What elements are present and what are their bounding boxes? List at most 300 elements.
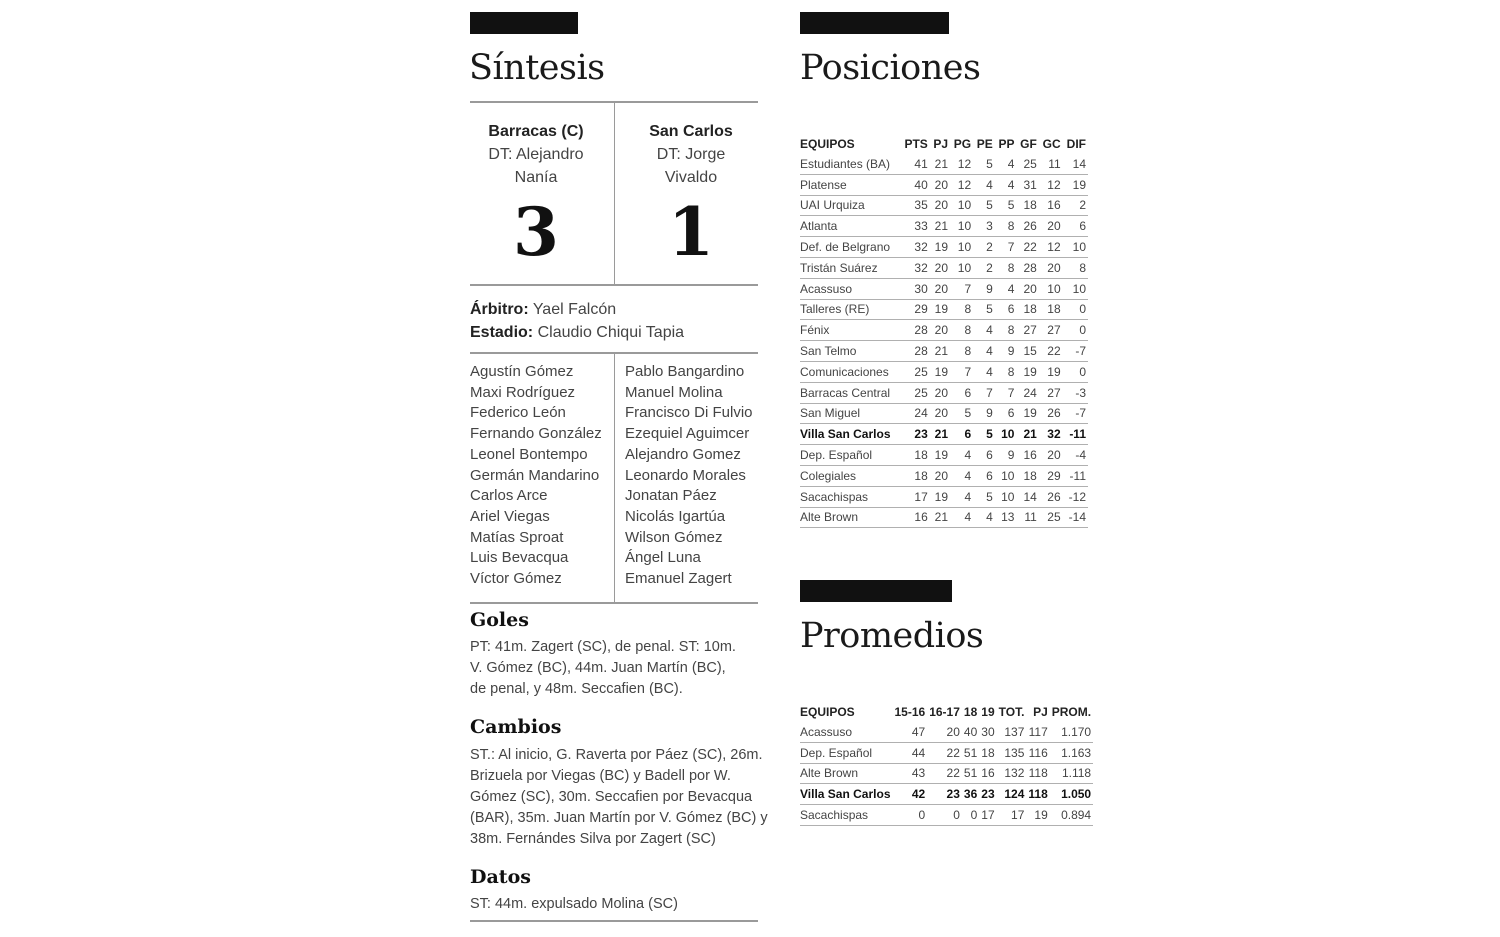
table-cell: Dep. Español xyxy=(800,448,873,463)
table-cell: 5 xyxy=(986,427,993,442)
table-cell: 5 xyxy=(964,406,972,421)
table-cell: 19 xyxy=(1047,364,1061,379)
table-cell: 4 xyxy=(964,510,972,525)
table-cell: 19 xyxy=(1034,808,1048,823)
table-cell: 18 xyxy=(1023,198,1037,213)
table-cell: -14 xyxy=(1068,510,1086,525)
table-row xyxy=(800,216,1088,237)
column-header: 19 xyxy=(981,705,995,719)
table-cell: 19 xyxy=(1023,364,1037,379)
table-cell: 30 xyxy=(981,724,995,739)
section-bar-posiciones xyxy=(800,12,949,34)
table-cell: 23 xyxy=(946,787,960,802)
table-row xyxy=(800,320,1088,341)
table-cell: 15 xyxy=(1023,344,1037,359)
player-name: Nicolás Igartúa xyxy=(625,507,726,525)
player-name: Leonardo Morales xyxy=(625,466,746,484)
table-cell: 19 xyxy=(934,489,949,504)
table-cell: 8 xyxy=(1079,260,1086,275)
table-cell: 5 xyxy=(986,198,993,213)
table-cell: 1.050 xyxy=(1061,787,1092,802)
goles-text xyxy=(470,637,736,700)
player-name: Fernando González xyxy=(470,425,602,443)
table-row xyxy=(800,174,1088,195)
section-bar-sintesis xyxy=(470,12,578,34)
table-cell: 9 xyxy=(986,281,993,296)
table-row xyxy=(800,465,1088,486)
column-header: PTS xyxy=(904,137,928,151)
column-header: 15-16 xyxy=(894,705,926,719)
table-cell: Villa San Carlos xyxy=(800,427,891,442)
table-cell: Acassuso xyxy=(800,724,853,739)
table-cell: 0 xyxy=(1079,323,1086,338)
away-coach-line2: Vivaldo xyxy=(664,169,718,186)
divider xyxy=(470,920,758,922)
column-header: PROM. xyxy=(1051,705,1092,719)
table-cell: 32 xyxy=(914,240,928,255)
column-header: PG xyxy=(953,137,972,151)
standings-header-row xyxy=(800,134,1088,154)
table-cell: 41 xyxy=(914,156,928,171)
table-cell: -11 xyxy=(1069,468,1086,483)
divider xyxy=(470,602,758,604)
table-cell: 23 xyxy=(914,427,928,442)
table-cell: 4 xyxy=(986,364,993,379)
table-row xyxy=(800,507,1088,528)
player-name: Luis Bevacqua xyxy=(470,549,569,567)
player-name: Agustín Gómez xyxy=(470,363,574,380)
table-cell: 8 xyxy=(1007,364,1015,379)
table-cell: 25 xyxy=(914,385,928,400)
table-cell: 18 xyxy=(1023,302,1037,317)
table-cell: 20 xyxy=(946,724,960,739)
table-cell: Def. de Belgrano xyxy=(800,240,891,255)
table-cell: 6 xyxy=(1079,219,1086,234)
column-header: EQUIPOS xyxy=(800,137,855,151)
player-name: Germán Mandarino xyxy=(470,466,600,484)
table-cell: 31 xyxy=(1023,177,1037,192)
table-cell: 8 xyxy=(964,323,972,338)
player-name: Ariel Viegas xyxy=(470,507,550,525)
table-cell: 4 xyxy=(964,468,972,483)
table-cell: 20 xyxy=(934,198,949,213)
table-cell: 4 xyxy=(986,323,993,338)
home-coach xyxy=(464,143,608,189)
column-header: 16-17 xyxy=(929,705,960,719)
table-row xyxy=(800,257,1088,278)
table-cell: 22 xyxy=(1023,240,1037,255)
text-line: ST.: Al inicio, G. Raverta por Páez (SC), 26m. xyxy=(470,747,763,763)
table-cell: 44 xyxy=(911,745,926,760)
referee-label: Árbitro: xyxy=(470,301,529,318)
table-cell: 1.170 xyxy=(1061,724,1092,739)
table-cell: 4 xyxy=(1007,177,1015,192)
table-cell: 21 xyxy=(934,510,949,525)
table-cell: 0 xyxy=(970,808,978,823)
table-cell: San Miguel xyxy=(800,406,861,421)
table-cell: 28 xyxy=(1023,260,1037,275)
datos-heading: Datos xyxy=(470,866,531,888)
table-cell: 14 xyxy=(1072,156,1086,171)
table-row xyxy=(800,382,1088,403)
table-cell: 0 xyxy=(1079,302,1086,317)
table-cell: 137 xyxy=(1004,724,1025,739)
table-cell: 7 xyxy=(964,281,972,296)
table-cell: 4 xyxy=(1007,156,1015,171)
table-cell: 51 xyxy=(963,745,978,760)
away-coach xyxy=(619,143,763,189)
table-cell: 1.118 xyxy=(1061,766,1092,781)
table-cell: Fénix xyxy=(800,323,830,338)
player-name: Alejandro Gomez xyxy=(625,445,741,463)
player-name: Wilson Gómez xyxy=(625,528,723,546)
divider xyxy=(470,284,758,286)
player-name: Maxi Rodríguez xyxy=(470,383,576,401)
table-cell: 117 xyxy=(1028,724,1048,739)
table-cell: 2 xyxy=(986,240,993,255)
table-cell: 21 xyxy=(934,219,949,234)
table-cell: 25 xyxy=(1023,156,1037,171)
table-cell: 26 xyxy=(1023,219,1037,234)
table-cell: 28 xyxy=(914,344,928,359)
cambios-heading: Cambios xyxy=(470,716,562,738)
table-cell: Estudiantes (BA) xyxy=(800,156,891,171)
table-cell: 6 xyxy=(1007,406,1015,421)
table-cell: 7 xyxy=(986,385,993,400)
standings-table xyxy=(800,134,1088,528)
table-row xyxy=(800,486,1088,507)
column-header: 18 xyxy=(963,705,978,719)
table-cell: 28 xyxy=(914,323,928,338)
table-cell: 51 xyxy=(963,766,978,781)
table-cell: 135 xyxy=(1004,745,1025,760)
table-cell: 8 xyxy=(964,344,972,359)
player-name: Leonel Bontempo xyxy=(470,445,588,463)
away-score: 1 xyxy=(668,193,714,271)
posiciones-title: Posiciones xyxy=(800,48,981,88)
column-header: GF xyxy=(1020,137,1037,151)
table-cell: 24 xyxy=(1023,385,1037,400)
table-cell: 20 xyxy=(1047,219,1061,234)
table-cell: 30 xyxy=(914,281,928,296)
table-cell: 43 xyxy=(911,766,926,781)
table-cell: 12 xyxy=(957,156,972,171)
table-cell: 14 xyxy=(1023,489,1037,504)
table-cell: 20 xyxy=(1047,260,1061,275)
table-row xyxy=(800,237,1088,258)
table-cell: San Telmo xyxy=(800,344,857,359)
table-cell: 32 xyxy=(914,260,928,275)
table-cell: 4 xyxy=(964,448,972,463)
player-name: Federico León xyxy=(470,404,566,422)
table-cell: 10 xyxy=(957,198,972,213)
column-divider xyxy=(614,103,615,284)
table-cell: 4 xyxy=(986,177,993,192)
table-cell: 18 xyxy=(1047,302,1061,317)
table-cell: 22 xyxy=(946,745,960,760)
column-header: GC xyxy=(1042,137,1061,151)
table-cell: 8 xyxy=(964,302,972,317)
table-cell: 10 xyxy=(1047,281,1061,296)
table-cell: 22 xyxy=(946,766,960,781)
table-cell: 26 xyxy=(1047,406,1061,421)
table-cell: 20 xyxy=(934,323,949,338)
table-row xyxy=(800,403,1088,424)
player-name: Francisco Di Fulvio xyxy=(625,404,753,422)
home-score: 3 xyxy=(513,193,559,271)
table-cell: 17 xyxy=(1011,808,1025,823)
player-name: Carlos Arce xyxy=(470,487,548,505)
stadium-label: Estadio: xyxy=(470,324,534,341)
table-cell: 16 xyxy=(1023,448,1037,463)
table-cell: 17 xyxy=(914,489,928,504)
table-cell: -7 xyxy=(1075,406,1086,421)
table-cell: -7 xyxy=(1075,344,1086,359)
table-cell: 4 xyxy=(986,510,993,525)
table-cell: 8 xyxy=(1007,323,1015,338)
table-cell: Sacachispas xyxy=(800,808,869,823)
datos-text xyxy=(470,894,678,915)
table-cell: 0 xyxy=(1079,364,1086,379)
column-header: DIF xyxy=(1066,137,1086,151)
table-cell: 19 xyxy=(934,364,949,379)
table-cell: 2 xyxy=(1079,198,1086,213)
table-cell: 17 xyxy=(981,808,995,823)
table-cell: 6 xyxy=(986,468,993,483)
table-cell: 16 xyxy=(914,510,928,525)
table-cell: 19 xyxy=(1072,177,1086,192)
table-cell: 20 xyxy=(934,281,949,296)
table-cell: Alte Brown xyxy=(800,510,859,525)
table-cell: 11 xyxy=(1048,156,1061,171)
cambios-text xyxy=(470,745,768,850)
table-cell: 19 xyxy=(1023,406,1037,421)
averages-table xyxy=(800,702,1093,826)
text-line: (BAR), 35m. Juan Martín por V. Gómez (BC) y xyxy=(470,810,768,826)
column-header: PJ xyxy=(933,137,949,151)
table-cell: 20 xyxy=(934,385,949,400)
table-cell: Platense xyxy=(800,177,847,192)
table-cell: 12 xyxy=(1047,177,1061,192)
section-bar-promedios xyxy=(800,580,952,602)
table-cell: 18 xyxy=(914,468,928,483)
table-cell: Colegiales xyxy=(800,468,857,483)
home-team xyxy=(464,120,608,271)
table-row xyxy=(800,341,1088,362)
table-cell: 5 xyxy=(986,302,993,317)
table-cell: 18 xyxy=(1023,468,1037,483)
stadium-value: Claudio Chiqui Tapia xyxy=(537,324,685,341)
table-cell: -12 xyxy=(1068,489,1086,504)
table-cell: 118 xyxy=(1028,787,1048,802)
player-name: Jonatan Páez xyxy=(625,487,717,505)
table-cell: Alte Brown xyxy=(800,766,859,781)
table-cell: 10 xyxy=(957,240,972,255)
table-cell: 19 xyxy=(934,302,949,317)
table-cell: 33 xyxy=(914,219,928,234)
table-cell: Acassuso xyxy=(800,281,853,296)
table-cell: 6 xyxy=(986,448,993,463)
table-cell: 10 xyxy=(957,219,972,234)
table-cell: 16 xyxy=(981,766,995,781)
table-cell: 7 xyxy=(964,364,972,379)
away-coach-line1: DT: Jorge xyxy=(656,146,726,163)
away-team xyxy=(619,120,763,271)
referee-value: Yael Falcón xyxy=(532,301,617,318)
player-name: Matías Sproat xyxy=(470,528,564,546)
table-cell: 19 xyxy=(934,240,949,255)
text-line: V. Gómez (BC), 44m. Juan Martín (BC), xyxy=(470,660,726,676)
table-cell: 1.163 xyxy=(1061,745,1092,760)
table-cell: 8 xyxy=(1007,219,1015,234)
player-name: Manuel Molina xyxy=(625,383,723,401)
away-lineup xyxy=(625,362,753,590)
table-cell: 4 xyxy=(986,344,993,359)
table-cell: 12 xyxy=(1047,240,1061,255)
sintesis-title: Síntesis xyxy=(469,48,605,88)
table-cell: 29 xyxy=(1047,468,1061,483)
table-cell: 8 xyxy=(1007,260,1015,275)
table-cell: 4 xyxy=(964,489,972,504)
table-cell: 10 xyxy=(957,260,972,275)
table-cell: Atlanta xyxy=(800,219,838,234)
column-header: PP xyxy=(998,137,1015,151)
table-cell: 9 xyxy=(1007,344,1015,359)
player-name: Ángel Luna xyxy=(625,549,701,567)
table-cell: 19 xyxy=(934,448,949,463)
table-cell: 22 xyxy=(1047,344,1061,359)
table-cell: 35 xyxy=(914,198,928,213)
table-cell: 21 xyxy=(934,427,949,442)
table-cell: 18 xyxy=(981,745,995,760)
table-cell: 10 xyxy=(1072,281,1086,296)
table-cell: 26 xyxy=(1047,489,1061,504)
table-cell: 21 xyxy=(934,156,949,171)
text-line: Gómez (SC), 30m. Seccafien por Bevacqua xyxy=(470,789,753,805)
table-row xyxy=(800,361,1088,382)
averages-header-row xyxy=(800,702,1093,722)
home-lineup xyxy=(470,362,602,590)
table-cell: 23 xyxy=(981,787,995,802)
table-row xyxy=(800,722,1093,742)
table-cell: UAI Urquiza xyxy=(800,198,865,213)
table-cell: 0.894 xyxy=(1061,808,1092,823)
table-cell: 10 xyxy=(1072,240,1086,255)
table-cell: 32 xyxy=(1047,427,1061,442)
table-cell: 9 xyxy=(1007,448,1015,463)
table-row xyxy=(800,784,1093,805)
table-cell: 27 xyxy=(1047,385,1061,400)
table-cell: 10 xyxy=(1001,489,1015,504)
table-cell: 42 xyxy=(911,787,926,802)
column-divider xyxy=(614,354,615,602)
promedios-title: Promedios xyxy=(800,616,984,656)
table-cell: 5 xyxy=(1007,198,1015,213)
column-header: TOT. xyxy=(998,705,1025,719)
table-cell: 9 xyxy=(986,406,993,421)
table-cell: 3 xyxy=(986,219,993,234)
text-line: ST: 44m. expulsado Molina (SC) xyxy=(470,896,678,912)
table-cell: 4 xyxy=(1007,281,1015,296)
text-line: 38m. Fernándes Silva por Zagert (SC) xyxy=(470,831,716,847)
table-cell: Talleres (RE) xyxy=(800,302,870,317)
table-cell: 124 xyxy=(1004,787,1025,802)
table-cell: 7 xyxy=(1007,240,1015,255)
table-cell: 5 xyxy=(986,156,993,171)
table-cell: 40 xyxy=(914,177,928,192)
table-cell: 20 xyxy=(1023,281,1037,296)
table-cell: 20 xyxy=(934,406,949,421)
home-coach-line2: Nanía xyxy=(514,169,558,186)
player-name: Ezequiel Aguimcer xyxy=(625,425,750,443)
player-name: Pablo Bangardino xyxy=(625,363,745,380)
table-row xyxy=(800,445,1088,466)
table-cell: 20 xyxy=(934,177,949,192)
table-cell: 24 xyxy=(914,406,928,421)
table-cell: 10 xyxy=(1001,468,1015,483)
stadium xyxy=(470,321,684,344)
text-line: PT: 41m. Zagert (SC), de penal. ST: 10m. xyxy=(470,639,736,655)
table-cell: 6 xyxy=(964,385,972,400)
table-cell: Tristán Suárez xyxy=(800,260,878,275)
table-cell: 6 xyxy=(964,427,972,442)
table-cell: 116 xyxy=(1028,745,1048,760)
table-cell: 118 xyxy=(1028,766,1048,781)
text-line: de penal, y 48m. Seccafien (BC). xyxy=(470,681,683,697)
table-cell: 2 xyxy=(986,260,993,275)
table-cell: Villa San Carlos xyxy=(800,787,891,802)
column-header: PE xyxy=(976,137,993,151)
table-cell: 20 xyxy=(1047,448,1061,463)
table-cell: 132 xyxy=(1004,766,1025,781)
table-row xyxy=(800,805,1093,826)
table-cell: Comunicaciones xyxy=(800,364,889,379)
column-header: PJ xyxy=(1033,705,1048,719)
table-cell: -4 xyxy=(1075,448,1086,463)
table-cell: 25 xyxy=(914,364,928,379)
table-row xyxy=(800,299,1088,320)
table-cell: 10 xyxy=(1001,427,1015,442)
table-row xyxy=(800,278,1088,299)
player-name: Emanuel Zagert xyxy=(625,570,732,588)
table-row xyxy=(800,195,1088,216)
table-cell: 36 xyxy=(963,787,978,802)
table-cell: 21 xyxy=(934,344,949,359)
table-cell: 7 xyxy=(1007,385,1015,400)
table-cell: 47 xyxy=(911,724,926,739)
table-cell: 27 xyxy=(1023,323,1037,338)
table-row xyxy=(800,424,1088,445)
table-cell: 21 xyxy=(1023,427,1037,442)
table-cell: 20 xyxy=(934,260,949,275)
table-cell: 40 xyxy=(963,724,978,739)
table-cell: 0 xyxy=(918,808,926,823)
home-coach-line1: DT: Alejandro xyxy=(488,146,584,163)
table-cell: 18 xyxy=(914,448,928,463)
table-cell: -11 xyxy=(1069,427,1086,442)
table-cell: 16 xyxy=(1047,198,1061,213)
column-header: EQUIPOS xyxy=(800,705,855,719)
table-cell: 5 xyxy=(986,489,993,504)
referee xyxy=(470,298,616,321)
text-line: Brizuela por Viegas (BC) y Badell por W. xyxy=(470,768,731,784)
table-cell: 29 xyxy=(914,302,928,317)
table-cell: 11 xyxy=(1024,510,1037,525)
table-cell: 25 xyxy=(1047,510,1061,525)
table-cell: Barracas Central xyxy=(800,385,891,400)
table-row xyxy=(800,763,1093,784)
home-team-name: Barracas (C) xyxy=(488,123,584,140)
